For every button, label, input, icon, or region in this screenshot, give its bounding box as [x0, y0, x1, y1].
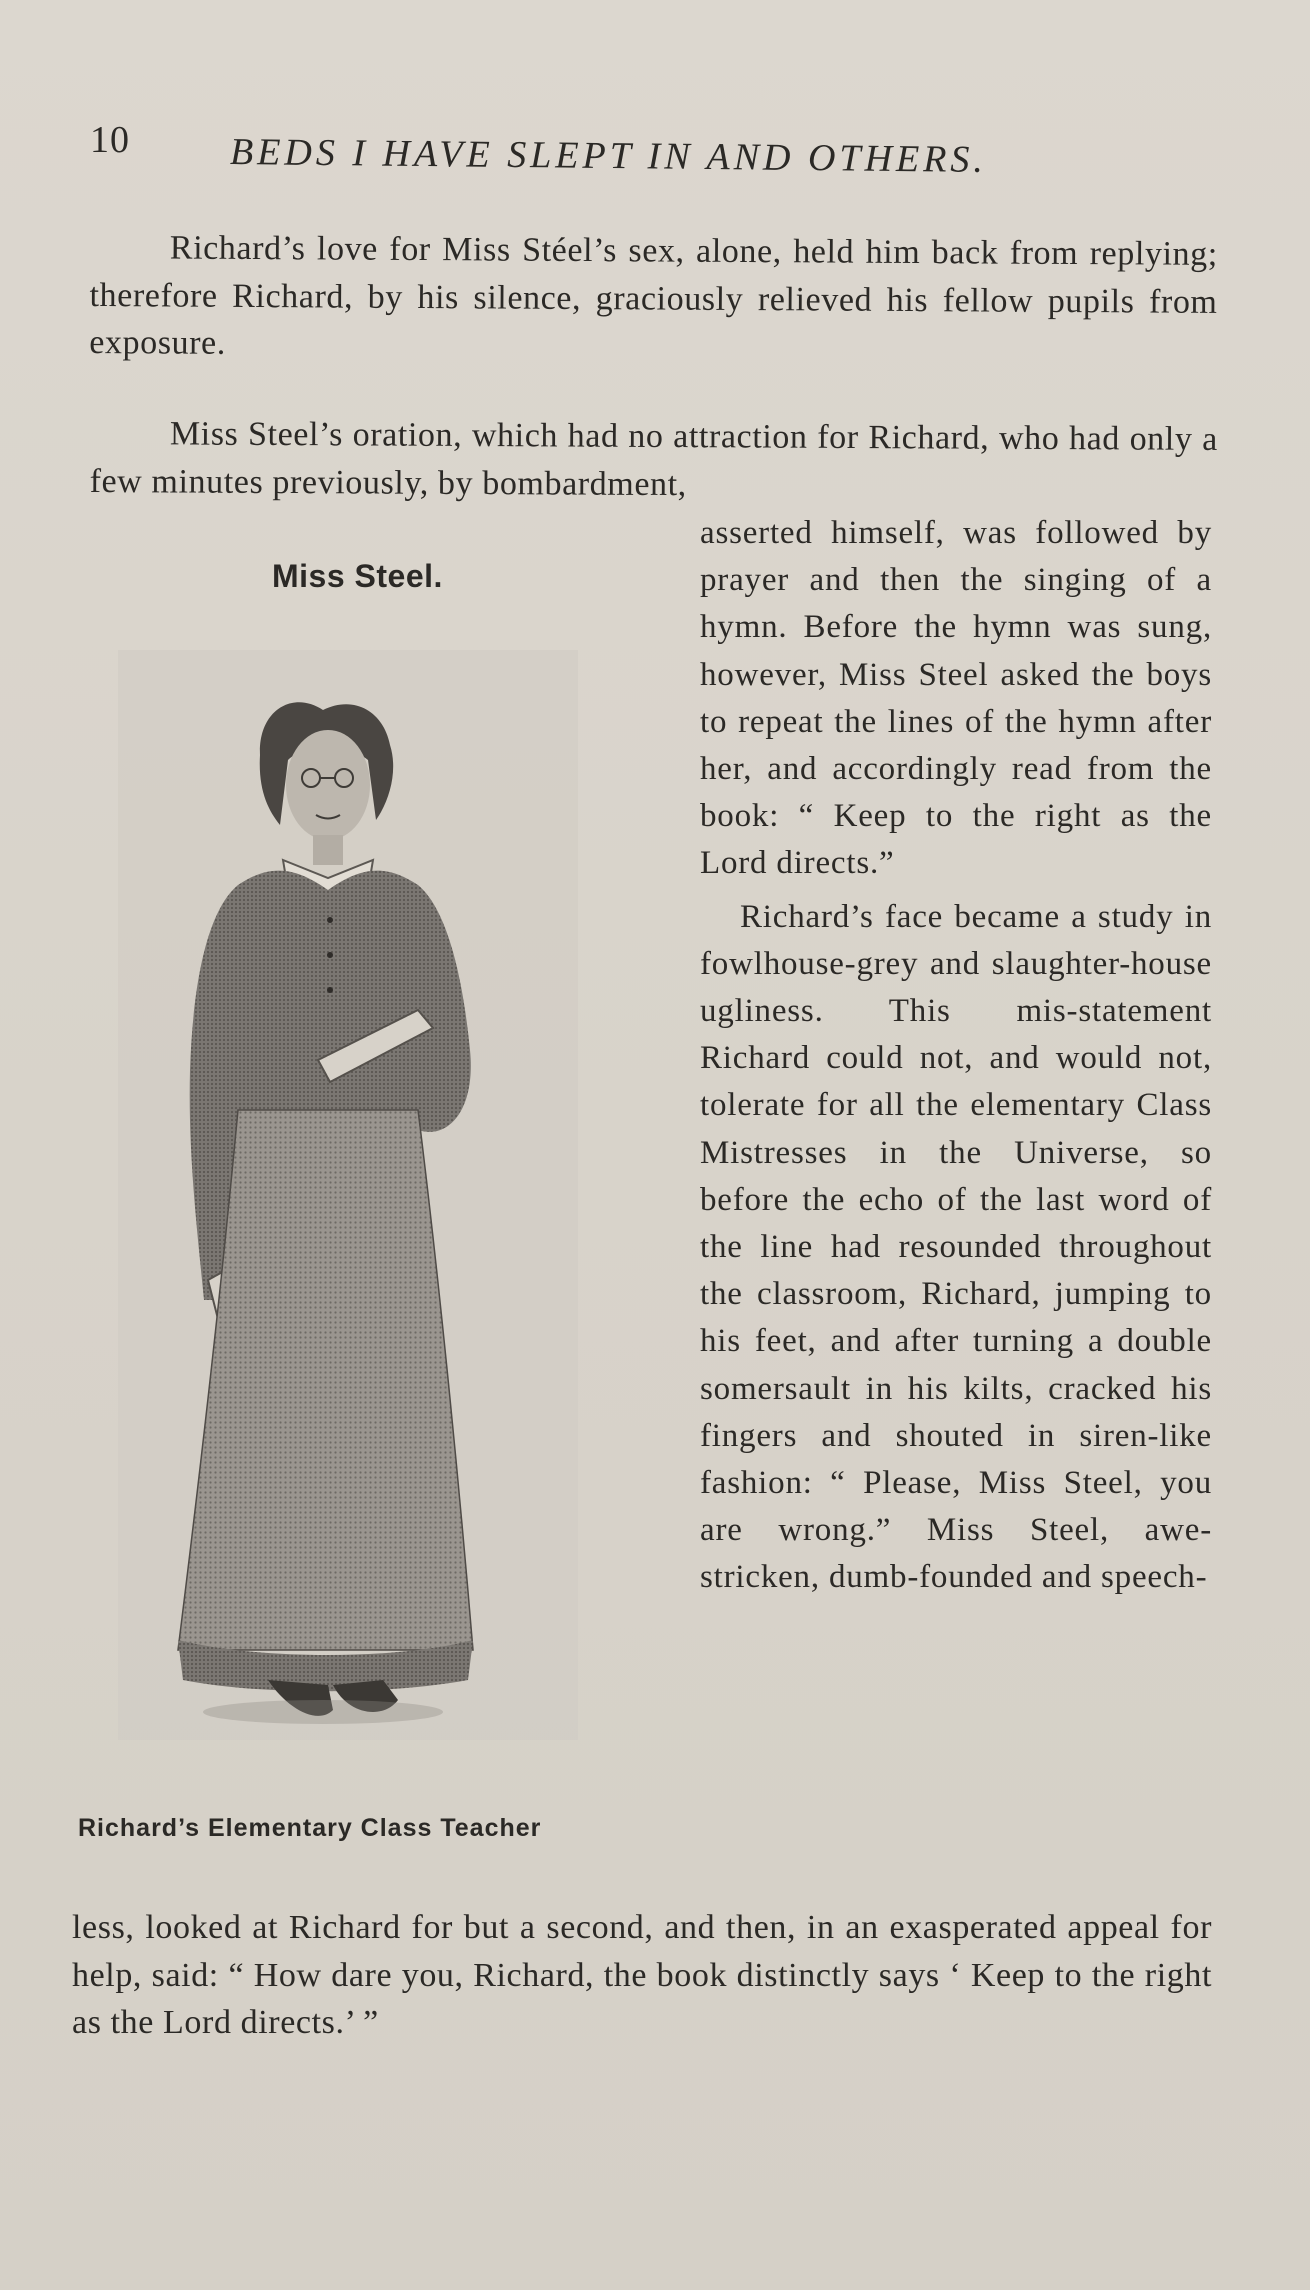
paragraph-3: Richard’s face became a study in fowlhouse-grey and slaughter-house ugliness. This mis-statement Richard could not, and would not, tolerate for all the elementary Class Mistresses in the Universe, so before the echo of the last word of the line had resounded throughout the classroom, Richard, jumping to his feet, and after turning a double somersault in his kilts, cracked his fingers and shouted in siren-like fashion: “ Please, Miss Steel, you are wrong.” Miss Steel, awe-stricken, dumb-founded and speech-: [700, 898, 1212, 1596]
running-title: BEDS I HAVE SLEPT IN AND OTHERS.: [229, 131, 988, 181]
paragraph-1: Richard’s love for Miss Stéel’s sex, alone, held him back from replying; therefore Richard, by his silence, graciously relieved his fellow pupils from exposure.: [89, 229, 1218, 362]
figure-caption: Richard’s Elementary Class Teacher: [78, 1814, 542, 1842]
text-column: [700, 510, 1212, 1602]
woman-figure-image: [118, 650, 578, 1770]
teacher-illustration: [118, 650, 578, 1770]
paragraph-4: less, looked at Richard for but a second, and then, in an exasperated appeal for help, said: “ How dare you, Richard, the book distinctly says ‘ Keep to the right as the Lord directs.’ ”: [72, 1909, 1212, 2041]
page-header: [90, 112, 1090, 181]
paragraph-2-continued: asserted himself, was followed by prayer and then the singing of a hymn. Before the hymn was sung, however, Miss Steel asked the boys to repeat the lines of the hymn after her, and accordingly read from the book: “ Keep to the right as the Lord directs.”: [700, 515, 1212, 882]
page-number: 10: [90, 119, 130, 161]
paragraph-2: Miss Steel’s oration, which had no attraction for Richard, who had only a few minutes previously, by bombardment,: [89, 415, 1218, 503]
figure-title: Miss Steel.: [272, 558, 443, 594]
